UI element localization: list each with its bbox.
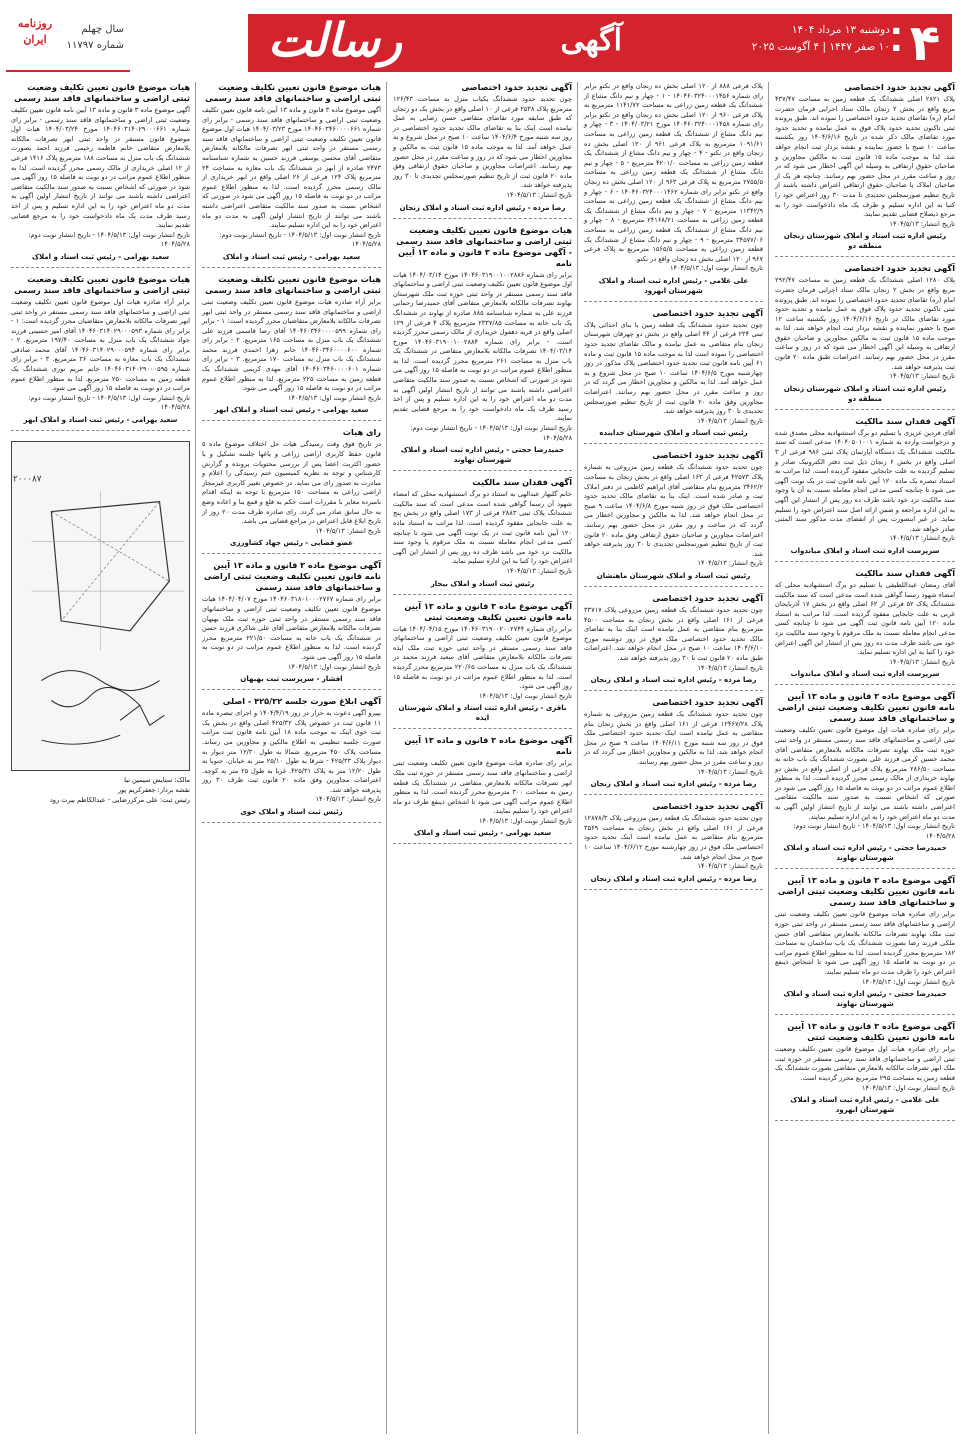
notice-body: برابر رای شماره ۱۴۰۴۶۰۳۱۸۰۱۰۰۰۲۷۶۷ مورخ ۱۴۰۴/۰۴/۰۷ هیات موضوع قانون تعیین تکلیف وضعیت ثبتی اراضی و ساختمانهای فاقد سند رسمی مستقر در واحد ثبتی حوزه ثبت ملک بهبهان تصرفات مالکانه بلامعارض متقاضی آقای علی شاکری فرزند حسن در ششدانگ یک باب خانه به مساحت ۲۲۱/۵۰ مترمربع محرز گردیده است. لذا به منظور اطلاع عموم مراتب در دو نوبت به فاصله ۱۵ روز آگهی می شود. (202, 595, 382, 661)
notice-body: برابر آراء صادره هیات اول موضوع قانون تعیین تکلیف وضعیت ثبتی اراضی و ساختمانهای فاقد سند رسمی مستقر در واحد ثبتی ابهر تصرفات مالکانه بلامعارض متقاضیان محرز گردیده است: ۱ - برابر رای شماره ۱۴۰۴۶۰۳۱۴۰۲۹۰۰۰۵۹۳ آقای امیر حسینی فرزند جواد ششدانگ یک باب منزل به مساحت ۱۹۷/۴۰ مترمربع. ۲ - برابر رای شماره ۱۴۰۴۶۰۳۱۴۰۲۹۰۰۰۵۹۴ آقای محمد صادقی ششدانگ یک باب مغازه به مساحت ۳۶ مترمربع. ۳ - برابر رای شماره ۱۴۰۴۶۰۳۱۴۰۲۹۰۰۰۵۹۵ خانم مریم نوری ششدانگ یک قطعه زمین به مساحت ۲۵۰ مترمربع. لذا به منظور اطلاع عموم مراتب در دو نوبت به فاصله ۱۵ روز آگهی می شود. (11, 297, 191, 393)
notice-signature: باقری - رئیس اداره ثبت اسناد و املاک شهرستان ایذه (398, 704, 567, 723)
notice-signature: عضو قضایی - رئیس جهاد کشاورزی (230, 539, 353, 548)
notice-body: چون تحدید حدود ششدانگ یک قطعه زمین مزروعی پلاک ۳۳۷۱۷ فرعی از ۱۶۱ اصلی واقع در بخش زنجان به مساحت ۴۵۰۰ مترمربع بنام متقاضی به عمل نیامده است اینک بنا به تقاضای مالک تحدید حدود اختصاصی ملک فوق در روز دوشنبه مورخ ۱۴۰۴/۶/۱۰ ساعت ۱۰ صبح در محل انجام خواهد شد. اعتراضات طبق ماده ۲۰ قانون ثبت تا ۳۰ روز پذیرفته خواهد شد. (584, 605, 764, 662)
notice-date: تاریخ انتشار: ۱۴۰۴/۵/۱۳ (697, 767, 763, 776)
notice-title: آگهی تجدید حدود اختصاصی (652, 307, 763, 318)
notice-signature: رئیس ثبت اسناد و املاک خوی (240, 808, 343, 817)
legal-notice (202, 82, 381, 268)
mini-logo-top: روزنامه (17, 17, 53, 30)
notice-body: آقای فردین عزیزی با تسلیم دو برگ استشهادیه محلی مصدق شده و درخواست وارده به شماره ۱۴۰۴۰۵۰۱۰۰۱ مدعی است که سند مالکیت ششدانگ یک دستگاه آپارتمان پلاک ثبتی ۹۸۶ فرعی از ۳ اصلی واقع در بخش ۶ زنجان ذیل ثبت دفتر الکترونیک صادر و تسلیم گردیده به علت جابجایی مفقود گردیده است. لذا مراتب به استناد تبصره یک ماده ۱۲۰ آیین نامه قانون ثبت در یک نوبت آگهی می شود تا چنانچه کسی مدعی انجام معامله نسبت به آن یا وجود سند مالکیت نزد خود باشد ظرف ده روز پس از انتشار این آگهی به این اداره مراجعه و ضمن ارائه اصل سند اعتراض خود را تسلیم نماید. در غیر اینصورت پس از انقضای مدت مذکور سند المثنی صادر خواهد شد. (775, 428, 956, 533)
legal-notice (584, 697, 763, 795)
notice-date: تاریخ انتشار: ۱۴۰۴/۵/۱۳ (889, 372, 955, 381)
issue-info (67, 22, 124, 54)
column-2 (579, 82, 769, 1434)
mini-logo (10, 16, 60, 48)
notice-title: آگهی فقدان سند مالکیت (855, 567, 955, 578)
notice-title: آگهی موضوع ماده ۳ قانون و ماده ۱۳ آیین نامه قانون تعیین تکلیف وضعیت ثبتی (787, 1021, 955, 1043)
legal-notice (775, 568, 955, 685)
notice-signature: حمیدرضا حجتی - رئیس اداره ثبت اسناد و املاک شهرستان نهاوند (400, 446, 565, 465)
notice-date: تاریخ انتشار نوبت اول: ۱۴۰۴/۵/۱۳ (287, 662, 381, 671)
notice-title: آگهی موضوع ماده ۳ قانون و ماده ۱۳ آیین نامه قانون تعیین تکلیف وضعیت ثبتی اراضی و ساختمانهای فاقد سند رسمی (203, 560, 381, 593)
notice-signature: سعید بهرامی - رئیس ثبت اسناد و املاک (413, 829, 552, 838)
notice-signature: علی غلامی - رئیس اداره ثبت اسناد و املاک شهرستان ابهرود (790, 1096, 940, 1115)
column-3 (388, 82, 578, 1434)
legal-notice (202, 274, 381, 422)
legal-notice (584, 450, 763, 587)
legal-notice (393, 601, 572, 730)
map-number-label: ۲۰۰۰۸۷ (13, 474, 42, 485)
columns (6, 82, 960, 1434)
notice-date: تاریخ انتشار: ۱۴۰۴/۵/۱۳ (315, 795, 381, 804)
notice-date: تاریخ انتشار نوبت اول: ۱۴۰۴/۵/۱۳ (669, 264, 763, 273)
notice-date: تاریخ انتشار: ۱۴۰۴/۵/۱۳ (889, 657, 955, 666)
notice-body: برابر رای شماره ۱۴۰۴۶۰۳۱۹۰۰۱۰۰۲۸۸۶ مورخ ۱۴۰۴/۰۳/۱۴ هیات اول موضوع قانون تعیین تکلیف وضعیت ثبتی اراضی و ساختمانهای فاقد سند رسمی مستقر در واحد ثبتی حوزه ثبت ملک شهرستان نهاوند تصرفات مالکانه بلامعارض متقاضی آقای حمیدرضا رحمانی فرزند علی به شماره شناسنامه ۸۸۵ صادره از نهاوند در ششدانگ یک باب خانه به مساحت ۲۳۳۷/۸۵ مترمربع پلاک ۴ فرعی از ۱۲۹ اصلی واقع در قریه دهفول خریداری از مالک رسمی محرز گردیده است. - برابر رای شماره ۱۴۰۴۶۰۳۱۹۰۰۱۰۰۲۸۸۴ مورخ ۱۴۰۴/۰۳/۱۴ تصرفات مالکانه بلامعارض متقاضی در ششدانگ یک باب منزل به مساحت ۲۶۱ مترمربع محرز گردیده است. لذا به منظور اطلاع عموم مراتب در دو نوبت به فاصله ۱۵ روز آگهی می شود در صورتی که اشخاص نسبت به صدور سند مالکیت متقاضی اعتراضی داشته باشند می توانند از تاریخ انتشار اولین آگهی به مدت دو ماه اعتراض خود را به این اداره تسلیم و پس از اخذ رسید ظرف یک ماه دادخواست خود را به مرجع قضایی تقدیم نمایند. (393, 270, 573, 423)
legal-notice (775, 875, 955, 1015)
page-number: ۴ (909, 14, 941, 72)
notice-title: رای هیات (342, 427, 381, 438)
notice-title: هیات موضوع قانون تعیین تکلیف وضعیت ثبتی اراضی و ساختمانهای فاقد سند رسمی (205, 82, 381, 103)
notice-body: برابر رای صادره هیات اول موضوع قانون تعیین تکلیف وضعیت ثبتی اراضی و ساختمانهای فاقد سند رسمی مستقر در واحد ثبتی حوزه ثبت ملک نهاوند تصرفات مالکانه بلامعارض متقاضی آقای محمد حسین کرمی فرزند علی بصورت ششدانگ یک باب خانه به مساحت ۲۸۶/۵۰ مترمربع پلاک فرعی از اصلی واقع در بخش دو نهاوند خریداری از مالک رسمی محرز گردیده است. لذا به منظور اطلاع عموم مراتب در دو نوبت به فاصله ۱۵ روز آگهی می شود در صورتی که اشخاص نسبت به صدور سند مالکیت متقاضی اعتراضی داشته باشند می توانند از تاریخ انتشار اولین آگهی به مدت دو ماه اعتراض خود را به این اداره تسلیم نمایند. (775, 726, 956, 821)
notice-body: آقای رمضان عبداللطیفی با تسلیم دو برگ استشهادیه محلی که امضاء شهود رسما گواهی شده است مدعی است که سند مالکیت ششدانگ پلاک ۵۲ فرعی از ۶۲ اصلی واقع در بخش ۱۷ آذربایجان غربی به علت جابجایی مفقود گردیده است. لذا مراتب به استناد ماده ۱۲۰ آیین نامه قانون ثبت آگهی می شود تا چنانچه کسی مدعی انجام معامله نسبت به ملک مرقوم یا وجود سند مالکیت نزد خود می باشد ظرف مدت ده روز پس از انتشار این آگهی اعتراض خود را کتبا به این اداره تسلیم نماید. (775, 580, 955, 657)
notice-title: آگهی فقدان سند مالکیت (855, 415, 955, 426)
notice-title: آگهی تجدید حدود اختصاصی (652, 801, 763, 812)
issue-number: شماره ۱۱۷۹۷ (66, 40, 124, 51)
section-title: آگهی (560, 23, 622, 58)
notice-title: آگهی ابلاغ صورت جلسه ۴۲۵/۳۲ - اصلی (222, 696, 381, 707)
notice-title: هیات موضوع قانون تعیین تکلیف وضعیت ثبتی اراضی و ساختمانهای فاقد سند رسمی (205, 273, 381, 295)
notice-signature: علی غلامی - رئیس اداره ثبت اسناد و املاک شهرستان ابهرود (598, 276, 749, 295)
notice-title: آگهی تجدید حدود اختصاصی (461, 82, 572, 92)
column-5-notices (11, 82, 190, 431)
notice-signature: افشار - سرپرست ثبت بهبهان (240, 675, 343, 684)
notice-body: چون تحدید حدود ششدانگ یک قطعه زمین با بنای احداثی پلاک ثبتی ۲۳۴ فرعی از ۴۴ اصلی واقع در بخش دو چهرقان شهرستان زنجان بنام متقاضی به عمل نیامده و مالک تقاضای تجدید حدود اختصاصی را نموده است لذا به موجب ماده ۱۵ قانون ثبت و ماده ۶۱ آیین نامه قانون ثبت تحدید حدود اختصاصی پلاک مذکور در روز چهارشنبه مورخ ۱۴۰۴/۶/۵ ساعت ۱۰ صبح در محل شروع و به عمل خواهد آمد. لذا به مالکین و مجاورین اخطار می گردد که در روز و ساعت مقرر در محل حضور بهم رسانند. اعتراضات مجاورین وفق ماده ۲۰ قانون ثبت از تاریخ تنظیم صورتمجلس تحدیدی تا ۳۰ روز پذیرفته خواهد شد. (584, 320, 764, 416)
notice-body: آگهی موضوع ماده ۳ قانون و ماده ۱۳ آیین نامه قانون تعیین تکلیف وضعیت ثبتی اراضی و ساختمانهای فاقد سند رسمی - برابر رای شماره ۱۴۰۴۶۰۳۱۴۰۲۹۰۰۰۶۶۱ مورخ ۱۴۰۴/۰۳/۲۴ هیات اول موضوع قانون مستقر در واحد ثبتی ابهر تصرفات مالکانه بلامعارض متقاضی خانم فاطمه رحیمی فرزند احمد بصورت ششدانگ یک باب منزل به مساحت ۱۸۸ مترمربع پلاک ۱۴۱۶ فرعی از ۱۲ اصلی خریداری از مالک رسمی محرز گردیده است. لذا به منظور اطلاع عموم مراتب در دو نوبت به فاصله ۱۵ روز آگهی می شود در صورتی که اشخاص نسبت به صدور سند مالکیت متقاضی اعتراضی داشته باشند می توانند از تاریخ انتشار اولین آگهی به مدت دو ماه اعتراض خود را به این اداره تسلیم و پس از اخذ رسید ظرف مدت یک ماه دادخواست خود را به مرجع قضایی تقدیم نمایند. (11, 106, 190, 230)
legal-notice (584, 82, 763, 302)
notice-date: تاریخ انتشار نوبت اول: ۱۴۰۴/۵/۱۳ (478, 816, 572, 825)
notice-body: چون تحدید حدود ششدانگ یکباب منزل به مساحت ۱۲۶/۴۳ مترمربع پلاک ۲۵۳۸ فرعی از ۱۰ اصلی واقع در بخش یک دو زنجان که طبق سابقه مورد تقاضای متقاضی حسن رضایی به عمل نیامده است اینک بنا به تقاضای مالک تجدید حدود اختصاصی در روز سه شنبه مورخ ۱۴۰۴/۶/۴ ساعت ۱۰ صبح در محل شروع و به عمل خواهد آمد. لذا به موجب ماده ۱۵ قانون ثبت به مالکین و مجاورین اخطار می شود که در روز و ساعت مقرر در محل حضور بهم رسانند. اعتراضات مجاورین و صاحبان حقوق ارتفاقی وفق ماده ۲۰ قانون ثبت از تاریخ تنظیم صورتمجلس تحدیدی تا ۳۰ روز پذیرفته خواهد شد. (393, 95, 573, 190)
notice-date: تاریخ انتشار نوبت اول: ۱۴۰۴/۵/۱۳ - تاریخ انتشار نوبت دوم: ۱۴۰۴/۵/۲۸ (219, 230, 381, 249)
notice-title: آگهی فقدان سند مالکیت (472, 477, 572, 488)
date-line-1: ■ دوشنبه ۱۳ مرداد ۱۴۰۴ (752, 22, 900, 39)
notice-title: آگهی تجدید حدود اختصاصی (652, 450, 763, 461)
newspaper-logo: رسالت (268, 13, 402, 67)
notice-title: آگهی موضوع ماده ۳ قانون و ماده ۱۳ آیین نامه (404, 735, 572, 757)
notice-date: تاریخ انتشار: ۱۴۰۴/۵/۱۳ (889, 534, 955, 543)
notice-title: آگهی موضوع ماده ۳ قانون و ماده ۱۳ آیین نامه قانون تعیین تکلیف وضعیت ثبتی اراضی و ساختمانهای فاقد سند رسمی (777, 691, 955, 724)
notice-signature: حمیدرضا حجتی - رئیس اداره ثبت اسناد و املاک شهرستان نهاوند (783, 990, 947, 1009)
mini-logo-bottom: ایران (23, 33, 47, 46)
legal-notice (775, 691, 955, 869)
notice-title: آگهی تجدید حدود اختصاصی (652, 697, 763, 708)
notice-signature: رضا مرده - رئیس اداره ثبت اسناد و املاک زنجان (590, 676, 757, 685)
notice-signature: رضا مرده - رئیس اداره ثبت اسناد و املاک زنجان (399, 203, 566, 212)
column-5 (6, 82, 196, 1434)
notice-body: بپیرو آگهی دعوت به حزار در روز ۱۴۰۴/۴/۱۹ و اجرای تبصره ماده ۱۱ قانون ثبت در خصوص پلاک ۴۲۵/۳۲ اصلی واقع در بخش یک ثبت خوی اینک به موجب ماده ۱۸ آیین نامه قانون ثبت مراتب صورت جلسه تنظیمی به اطلاع مالکین و مجاورین می رساند. مساحت پلاک ۴۵۰ مترمربع. شمالا به طول ۱۲/۳۰ متر دیوار به دیوار پلاک ۴۲۵/۳۳ - شرقا به طول ۲۵/۱۰ متر به خیابان. جنوبا به طول ۱۲/۲۰ متر به پلاک ۴۲۵/۳۱. غربا به طول ۲۵ متر به کوچه. اعتراضات مجاورین وفق ماده ۲۰ قانون ثبت ظرف ۳۰ روز پذیرفته خواهد شد. (202, 709, 382, 794)
notice-signature: سرپرست اداره ثبت اسناد و املاک میاندواب (790, 670, 940, 679)
notice-body: پلاک ۲۸۲۱ اصلی ششدانگ یک قطعه زمین به مساحت ۴۳۷/۴۷ مربع واقع در بخش ۲ زنجان مالک ستاد اجرایی فرمان حضرت امام (ره) تقاضای تجدید حدود اختصاصی را نموده اند. طبق پرونده ثبتی تاکنون تحدید حدود پلاک فوق به عمل نیامده و تحدید حدود مورد تقاضای مالک ذکر شده در تاریخ ۱۴۰۴/۶/۱۶ روز یکشنبه ساعت ۱۰ صبح با حضور نماینده و نقشه بردار ثبت انجام خواهد شد. لذا به موجب ماده ۱۵ قانون ثبت به مالکین مجاورین و صاحبان حقوق ارتفاقی به وسیله این آگهی اخطار می شود که در روز و ساعت مقرر در محل حضور بهم رسانند. چنانچه هر یک از صاحبان املاک یا صاحبان حقوق ارتفاقی اعتراض داشته باشند از تاریخ تنظیم صورتمجلس تحدیدی تا مدت ۳۰ روز اعتراض خود را کتبا به این اداره تسلیم و ظرف یک ماه دادخواست خود را به مرجع ذیصلاح قضایی تقدیم نمایند. (775, 95, 956, 219)
legal-notice (584, 593, 763, 691)
notice-title: آگهی تجدید حدود اختصاصی (652, 592, 763, 603)
legal-notice (775, 82, 955, 257)
notice-body: برابر رای صادره هیات موضوع قانون تعیین تکلیف وضعیت ثبتی اراضی و ساختمانهای فاقد سند رسمی مستقر در واحد ثبتی حوزه ثبت ملک نهاوند تصرفات مالکانه بلامعارض متقاضی آقای حسن ملکی فرزند رضا بصورت ششدانگ یک باب ساختمان به مساحت ۱۸۲ مترمربع محرز گردیده است. لذا به منظور اطلاع عموم مراتب در دو نوبت به فاصله ۱۵ روز آگهی می شود تا اشخاص ذینفع اعتراض خود را ظرف مدت دو ماه تسلیم نمایند. (775, 910, 955, 976)
notice-signature: رئیس اداره ثبت اسناد و املاک شهرستان زنجان منطقه دو (783, 384, 947, 403)
figure-caption (11, 775, 190, 805)
notice-title: هیات موضوع قانون تعیین تکلیف وضعیت ثبتی اراضی و ساختمانهای فاقد سند رسمی (14, 273, 190, 295)
notice-date: تاریخ انتشار نوبت اول: ۱۴۰۴/۵/۱۳ (861, 977, 955, 986)
notice-date: تاریخ انتشار نوبت اول: ۱۴۰۴/۵/۱۳ - تاریخ انتشار نوبت دوم: ۱۴۰۴/۵/۲۸ (410, 424, 572, 442)
notice-body: در تاریخ فوق وقت رسیدگی هیات حل اختلاف موضوع ماده ۵ قانون حفظ کاربری اراضی زراعی و باغها جلسه تشکیل و با حضور اکثریت اعضا پس از بررسی محتویات پرونده و گزارش کارشناس و توجه به نظریه کمیسیون ختم رسیدگی را اعلام و مبادرت به صدور رای می نماید. در خصوص تغییر کاربری غیرمجاز اراضی زراعی به مساحت ۱۵۰ مترمربع با توجه به اینکه اقدام نامبرده مغایر با مقررات است حکم به قلع و قمع بنا و اعاده وضع به حال سابق صادر می گردد. رای صادره ظرف مدت ۲۰ روز از تاریخ ابلاغ قابل اعتراض در مراجع قضایی می باشد. (202, 440, 382, 526)
notice-date: تاریخ انتشار نوبت اول: ۱۴۰۴/۵/۱۳ (861, 1083, 955, 1092)
legal-notice (393, 477, 572, 594)
notice-date: تاریخ انتشار: ۱۴۰۴/۵/۱۳ (697, 559, 763, 568)
figure-caption-surveyor: نقشه بردار: جعفرکریم پور (117, 786, 190, 795)
notice-date: تاریخ انتشار: ۱۴۰۴/۵/۱۳ (697, 862, 763, 871)
notice-signature: رئیس اداره ثبت اسناد و املاک شهرستان زنجان منطقه دو (783, 232, 947, 251)
figure-caption-registrar: رئیس ثبت: علی مرکزرضایی - عبدالکاظم بیرت رود (49, 796, 190, 805)
notice-title: هیات موضوع قانون تعیین تکلیف وضعیت ثبتی اراضی و ساختمانهای فاقد سند رسمی - آگهی موضوع ماده ۳ قانون و ماده ۱۳ آیین نامه (396, 224, 572, 268)
masthead (0, 14, 966, 76)
notice-signature: سعید بهرامی - رئیس ثبت اسناد و املاک (31, 252, 170, 261)
notice-body: پلاک ۱۲۸۰ اصلی ششدانگ یک قطعه زمین به مساحت ۲۹۲/۴۷ مربع واقع در بخش ۲ زنجان مالک ستاد اجرایی فرمان حضرت امام (ره) تقاضای تجدید حدود اختصاصی را نموده اند. طبق پرونده ثبتی تاکنون تحدید حدود پلاک فوق به عمل نیامده و تحدید حدود مورد تقاضای مالک در تاریخ ۱۴۰۴/۶/۱۶ روز یکشنبه ساعت ۱۲ صبح با حضور نماینده و نقشه بردار ثبت انجام خواهد شد. لذا به موجب ماده ۱۵ قانون ثبت به مالکین مجاورین و صاحبان حقوق ارتفاقی به وسیله این آگهی اخطار می شود که در روز و ساعت مقرر در محل حضور بهم رسانند. اعتراضات طبق ماده ۲۰ قانون ثبت پذیرفته خواهد شد. (775, 276, 956, 371)
notice-title: آگهی موضوع ماده ۳ قانون و ماده ۱۳ آیین نامه قانون تعیین تکلیف وضعیت ثبتی اراضی و ساختمانهای فاقد سند رسمی (777, 875, 955, 908)
notice-date: تاریخ انتشار نوبت اول: ۱۴۰۴/۵/۱۳ - تاریخ انتشار نوبت دوم: ۱۴۰۴/۵/۲۸ (28, 230, 190, 249)
notice-body: برابر آراء صادره هیات موضوع قانون تعیین تکلیف وضعیت ثبتی اراضی و ساختمانهای فاقد سند رسمی مستقر در واحد ثبتی ابهر تصرفات مالکانه بلامعارض متقاضیان محرز گردیده است: ۱ - برابر رای شماره ۱۴۰۴۶۰۳۴۶۰۰۰۰۵۹۹ آقای رضا قاسمی فرزند علی ششدانگ یک باب منزل به مساحت ۱۶۵ مترمربع. ۲ - برابر رای شماره ۱۴۰۴۶۰۳۴۶۰۰۰۰۶۰۰ خانم زهرا احمدی فرزند محمد ششدانگ یک باب منزل به مساحت ۱۷۰ مترمربع. ۳ - برابر رای شماره ۱۴۰۴۶۰۳۴۶۰۰۰۰۶۰۱ آقای مهدی کریمی ششدانگ یک قطعه زمین به مساحت ۲۲۵ مترمربع. لذا به منظور اطلاع عموم مراتب در دو نوبت به فاصله ۱۵ روز آگهی می شود. (202, 297, 381, 393)
notice-signature: رئیس ثبت اسناد و املاک بیجار (430, 579, 535, 588)
notice-date: تاریخ انتشار نوبت اول: ۱۴۰۴/۵/۱۳ (287, 393, 381, 402)
survey-map-sketch (12, 442, 189, 770)
legal-notice (775, 1021, 955, 1121)
notice-title: آگهی موضوع ماده ۳ قانون و ماده ۱۳ آیین نامه قانون تعیین تکلیف وضعیت ثبتی (404, 600, 572, 622)
notice-body: پلاک فرعی ۸۸۸ از ۱۲۰ اصلی بخش ده زنجان واقع در نکتو برابر رای شماره ۱۴۰۴۶۰۳۲۴۰۰۰۱۴۵۶ - ۱ - چهار و نیم دانگ مشاع از ششدانگ یک قطعه زمین زراعی به مساحت ۱۱۴۱/۷۲ مترمربع به پلاک فرعی ۹۶۰ از ۱۲۰ اصلی بخش ده زنجان واقع در نکتو برابر رای شماره ۱۴۰۴۶۰۳۲۴۰۰۰۱۴۵۸ مورخ ۱۴۰۴/۰۳/۲۱ - ۳ - چهار و نیم دانگ مشاع از ششدانگ یک قطعه زمین زراعی به مساحت ۱۰۹۱/۶۱ مترمربع به پلاک فرعی ۹۶۱ از ۱۲۰ اصلی بخش ده زنجان واقع در نکتو - ۴ - چهار و نیم دانگ مشاع از ششدانگ یک قطعه زمین زراعی به مساحت ۴۲۰۱/۰ مترمربع - ۵ - چهار و نیم دانگ مشاع از ششدانگ یک قطعه زمین زراعی به مساحت ۲۷۵۵/۵ مترمربع به پلاک فرعی ۹۶۳ از ۱۲۰ اصلی بخش ده زنجان واقع در نکتو برابر رای شماره ۱۴۰۴۶۰۳۲۴۰۰۰۱۴۶۲ - ۶ - چهار و نیم دانگ مشاع از ششدانگ یک قطعه زمین زراعی به مساحت ۱۱۳۴۲/۹ مترمربع - ۷ - چهار و نیم دانگ مشاع از ششدانگ یک قطعه زمین زراعی به مساحت ۲۴۱۶۸/۲۱ مترمربع - ۸ - چهار و نیم دانگ مشاع از ششدانگ یک قطعه زمین زراعی به مساحت ۳۴۵۷۷/۰۶ مترمربع - ۹ - چهار و نیم دانگ مشاع از ششدانگ یک قطعه زمین زراعی به مساحت ۱۵۶۵/۵ مترمربع به پلاک فرعی ۹۶۷ از ۱۲۰ اصلی بخش ده زنجان واقع در نکتو. (584, 82, 764, 263)
figure-caption-owner: مالک: ستایش سیمین نیا (124, 776, 190, 785)
year-label: سال چهلم (81, 24, 124, 35)
column-4 (197, 82, 387, 1434)
notice-body: برابر رای صادره هیات اول موضوع قانون تعیین تکلیف وضعیت ثبتی اراضی و ساختمانهای فاقد سند رسمی مستقر در حوزه ثبت ملک ابهر تصرفات مالکانه بلامعارض متقاضی بصورت ششدانگ یک قطعه زمین به مساحت ۲۹۵ مترمربع محرز گردیده است. (775, 1045, 955, 1082)
notice-signature: رئیس ثبت اسناد و املاک شهرستان ماهنشان (596, 571, 751, 580)
notice-date: تاریخ انتشار: ۱۴۰۴/۵/۱۳ (506, 190, 572, 199)
notice-signature: حمیدرضا حجتی - رئیس اداره ثبت اسناد و املاک شهرستان نهاوند (783, 844, 947, 863)
legal-notice (775, 263, 955, 410)
masthead-banner (248, 14, 952, 72)
date-block (752, 22, 900, 56)
notice-signature: رضا مرده - رئیس اداره ثبت اسناد و املاک زنجان (590, 780, 757, 789)
notice-title: آگهی تجدید حدود اختصاصی (844, 82, 955, 92)
notice-date: تاریخ انتشار: ۱۴۰۴/۵/۱۳ (697, 416, 763, 425)
legal-notice (584, 801, 763, 890)
notice-title: آگهی تجدید حدود اختصاصی (844, 263, 955, 274)
notice-body: برابر رای صادره هیات موضوع قانون تعیین تکلیف وضعیت ثبتی اراضی و ساختمانهای فاقد سند رسمی مستقر در حوزه ثبت ملک ابهر تصرفات مالکانه بلامعارض متقاضی در ششدانگ یک قطعه زمین به مساحت ۳۰۰ مترمربع محرز گردیده است. لذا به منظور اطلاع عموم مراتب آگهی می شود تا اشخاص ذینفع ظرف دو ماه اعتراض خود را تسلیم نمایند. (393, 759, 572, 816)
notice-date: تاریخ انتشار: ۱۴۰۴/۵/۱۳ (889, 219, 955, 228)
column-1 (770, 82, 960, 1434)
legal-notice (775, 416, 955, 562)
legal-notice (11, 82, 190, 268)
notice-title: هیات موضوع قانون تعیین تکلیف وضعیت ثبتی اراضی و ساختمانهای فاقد سند رسمی (14, 82, 190, 103)
notice-body: برابر رای شماره ۱۴۰۴۶۰۳۱۹۰۰۲۰۰۲۷۴۴ مورخ ۱۴۰۴/۰۴/۱۵ هیات موضوع قانون تعیین تکلیف وضعیت ثبتی اراضی و ساختمانهای فاقد سند رسمی مستقر در واحد ثبتی حوزه ثبت ملک ایذه تصرفات مالکانه بلامعارض متقاضی آقای سعید فرزند محمد در ششدانگ یک باب منزل به مساحت ۲۲۰/۶۵ مترمربع محرز گردیده است. لذا به منظور اطلاع عموم مراتب در دو نوبت به فاصله ۱۵ روز آگهی می شود. (393, 624, 573, 691)
legal-notice (202, 560, 381, 690)
notice-date: تاریخ انتشار نوبت اول: ۱۴۰۴/۵/۱۳ - تاریخ انتشار نوبت دوم: ۱۴۰۴/۵/۲۸ (793, 822, 955, 840)
notice-date: تاریخ انتشار: ۱۴۰۴/۵/۱۳ (506, 566, 572, 575)
notice-signature: رئیس ثبت اسناد و املاک شهرستان خدابنده (599, 429, 748, 438)
notice-signature: سعید بهرامی - رئیس ثبت اسناد و املاک ابهر (214, 406, 369, 415)
legal-notice (202, 696, 381, 823)
notice-date: تاریخ انتشار نوبت اول: ۱۴۰۴/۵/۱۳ (478, 691, 572, 700)
notice-signature: سعید بهرامی - رئیس ثبت اسناد و املاک ابهر (23, 416, 178, 425)
legal-notice (393, 735, 572, 844)
legal-notice (11, 274, 190, 431)
notice-signature: سرپرست اداره ثبت اسناد و املاک میاندواب (790, 546, 940, 555)
notice-date: تاریخ انتشار: ۱۴۰۴/۵/۱۳ (697, 663, 763, 672)
notice-signature: سعید بهرامی - رئیس ثبت اسناد و املاک (222, 252, 361, 261)
notice-signature: رضا مرده - رئیس اداره ثبت اسناد و املاک زنجان (590, 874, 757, 883)
legal-notice (393, 82, 572, 219)
legal-notice (584, 308, 763, 445)
notice-body: خانم گلبهار عبدالهی به استناد دو برگ استشهادیه محلی که امضاء شهود آن رسما گواهی شده است مدعی است که سند مالکیت ششدانگ پلاک ثبتی ۲۸۸۳ فرعی از ۱۷۳ اصلی واقع در بخش پنج به علت جابجایی مفقود گردیده است. لذا مراتب به استناد ماده ۱۲۰ آیین نامه قانون ثبت در یک نوبت آگهی می شود تا چنانچه کسی مدعی انجام معامله نسبت به ملک مرقوم یا وجود سند مالکیت نزد خود می باشد ظرف ده روز پس از انتشار این آگهی اعتراض خود را کتبا به این اداره تسلیم نماید. (393, 490, 573, 566)
notice-date: تاریخ انتشار نوبت اول: ۱۴۰۴/۵/۱۳ - تاریخ انتشار نوبت دوم: ۱۴۰۴/۵/۲۸ (28, 393, 190, 412)
legal-notice (202, 427, 381, 554)
notice-body: چون تحدید حدود ششدانگ یک قطعه زمین مزروعی پلاک ۱۲۸۷۸/۳ فرعی از ۱۶۱ اصلی واقع در بخش زنجان به مساحت ۳۵۶۹ مترمربع بنام متقاضی به عمل نیامده است اینک تحدید حدود اختصاصی ملک فوق در روز چهارشنبه مورخ ۱۴۰۴/۶/۱۲ ساعت ۱۰ صبح در محل انجام خواهد شد. (584, 814, 763, 861)
notice-body: چون تحدید حدود ششدانگ یک قطعه زمین مزروعی به شماره پلاک ۴۲۵۷۳ فرعی از ۱۶۳ اصلی واقع در بخش زنجان به مساحت ۳۴۶۲/۲ مترمربع بنام متقاضی آقای ابراهیم کاظمی در دفتر املاک ثبت و صادر شده است. اینک بنا به تقاضای مالک تحدید حدود اختصاصی ملک فوق در روز شنبه مورخ ۱۴۰۴/۶/۸ ساعت ۹ صبح در محل انجام خواهد شد. لذا به مالکین و مجاورین اخطار می گردد که در ساعت و روز مقرر در محل حضور بهم رسانند. اعتراضات مجاورین و صاحبان حقوق ارتفاقی وفق ماده ۲۰ قانون ثبت از تاریخ تنظیم صورتمجلس تحدیدی تا ۳۰ روز پذیرفته خواهد شد. (584, 463, 763, 558)
date-line-2: ■ ۱۰ صفر ۱۴۴۷ | ۴ آگوست ۲۰۲۵ (752, 39, 900, 56)
notice-body: چون تحدید حدود ششدانگ یک قطعه زمین مزروعی به شماره پلاک ۱۲۴۶۷/۲۸ فرعی از ۱۶۱ اصلی واقع در بخش زنجان بنام متقاضی به عمل نیامده است اینک تحدید حدود اختصاصی ملک فوق در روز سه شنبه مورخ ۱۴۰۴/۶/۱۱ ساعت ۹ صبح در محل انجام خواهد شد. لذا به مالکین و مجاورین اخطار می گردد که در روز و ساعت مقرر در محل حضور بهم رسانند. (584, 710, 763, 767)
notice-body: آگهی موضوع ماده ۳ قانون و ماده ۱۳ آیین نامه قانون تعیین تکلیف وضعیت ثبتی اراضی و ساختمانهای فاقد سند رسمی - برابر رای شماره ۱۴۰۴۶۰۳۴۶۰۰۰۰۶۶۱ مورخ ۱۴۰۴/۰۳/۲۳ هیات اول موضوع قانون تعیین تکلیف وضعیت ثبتی اراضی و ساختمانهای فاقد سند رسمی مستقر در واحد ثبتی ابهر تصرفات مالکانه بلامعارض متقاضی آقای محسن یوسفی فرزند حسین به شماره شناسنامه ۲۴۷۳ صادره از ابهر در ششدانگ یک باب مغازه به مساحت ۲۴ مترمربع پلاک ۱۲۴ فرعی از ۲۶ اصلی واقع در ابهر خریداری از مالک رسمی محرز گردیده است. لذا به منظور اطلاع عموم مراتب در دو نوبت به فاصله ۱۵ روز آگهی می شود در صورتی که اشخاص نسبت به صدور سند مالکیت متقاضی اعتراضی داشته باشند می توانند از تاریخ انتشار اولین آگهی به مدت دو ماه اعتراض خود را به این اداره تسلیم نمایند. (202, 106, 381, 230)
legal-notice (393, 225, 572, 472)
notice-date: تاریخ انتشار: ۱۴۰۴/۵/۱۳ (315, 526, 381, 535)
survey-map-figure (11, 441, 190, 771)
masthead-info (6, 14, 130, 72)
